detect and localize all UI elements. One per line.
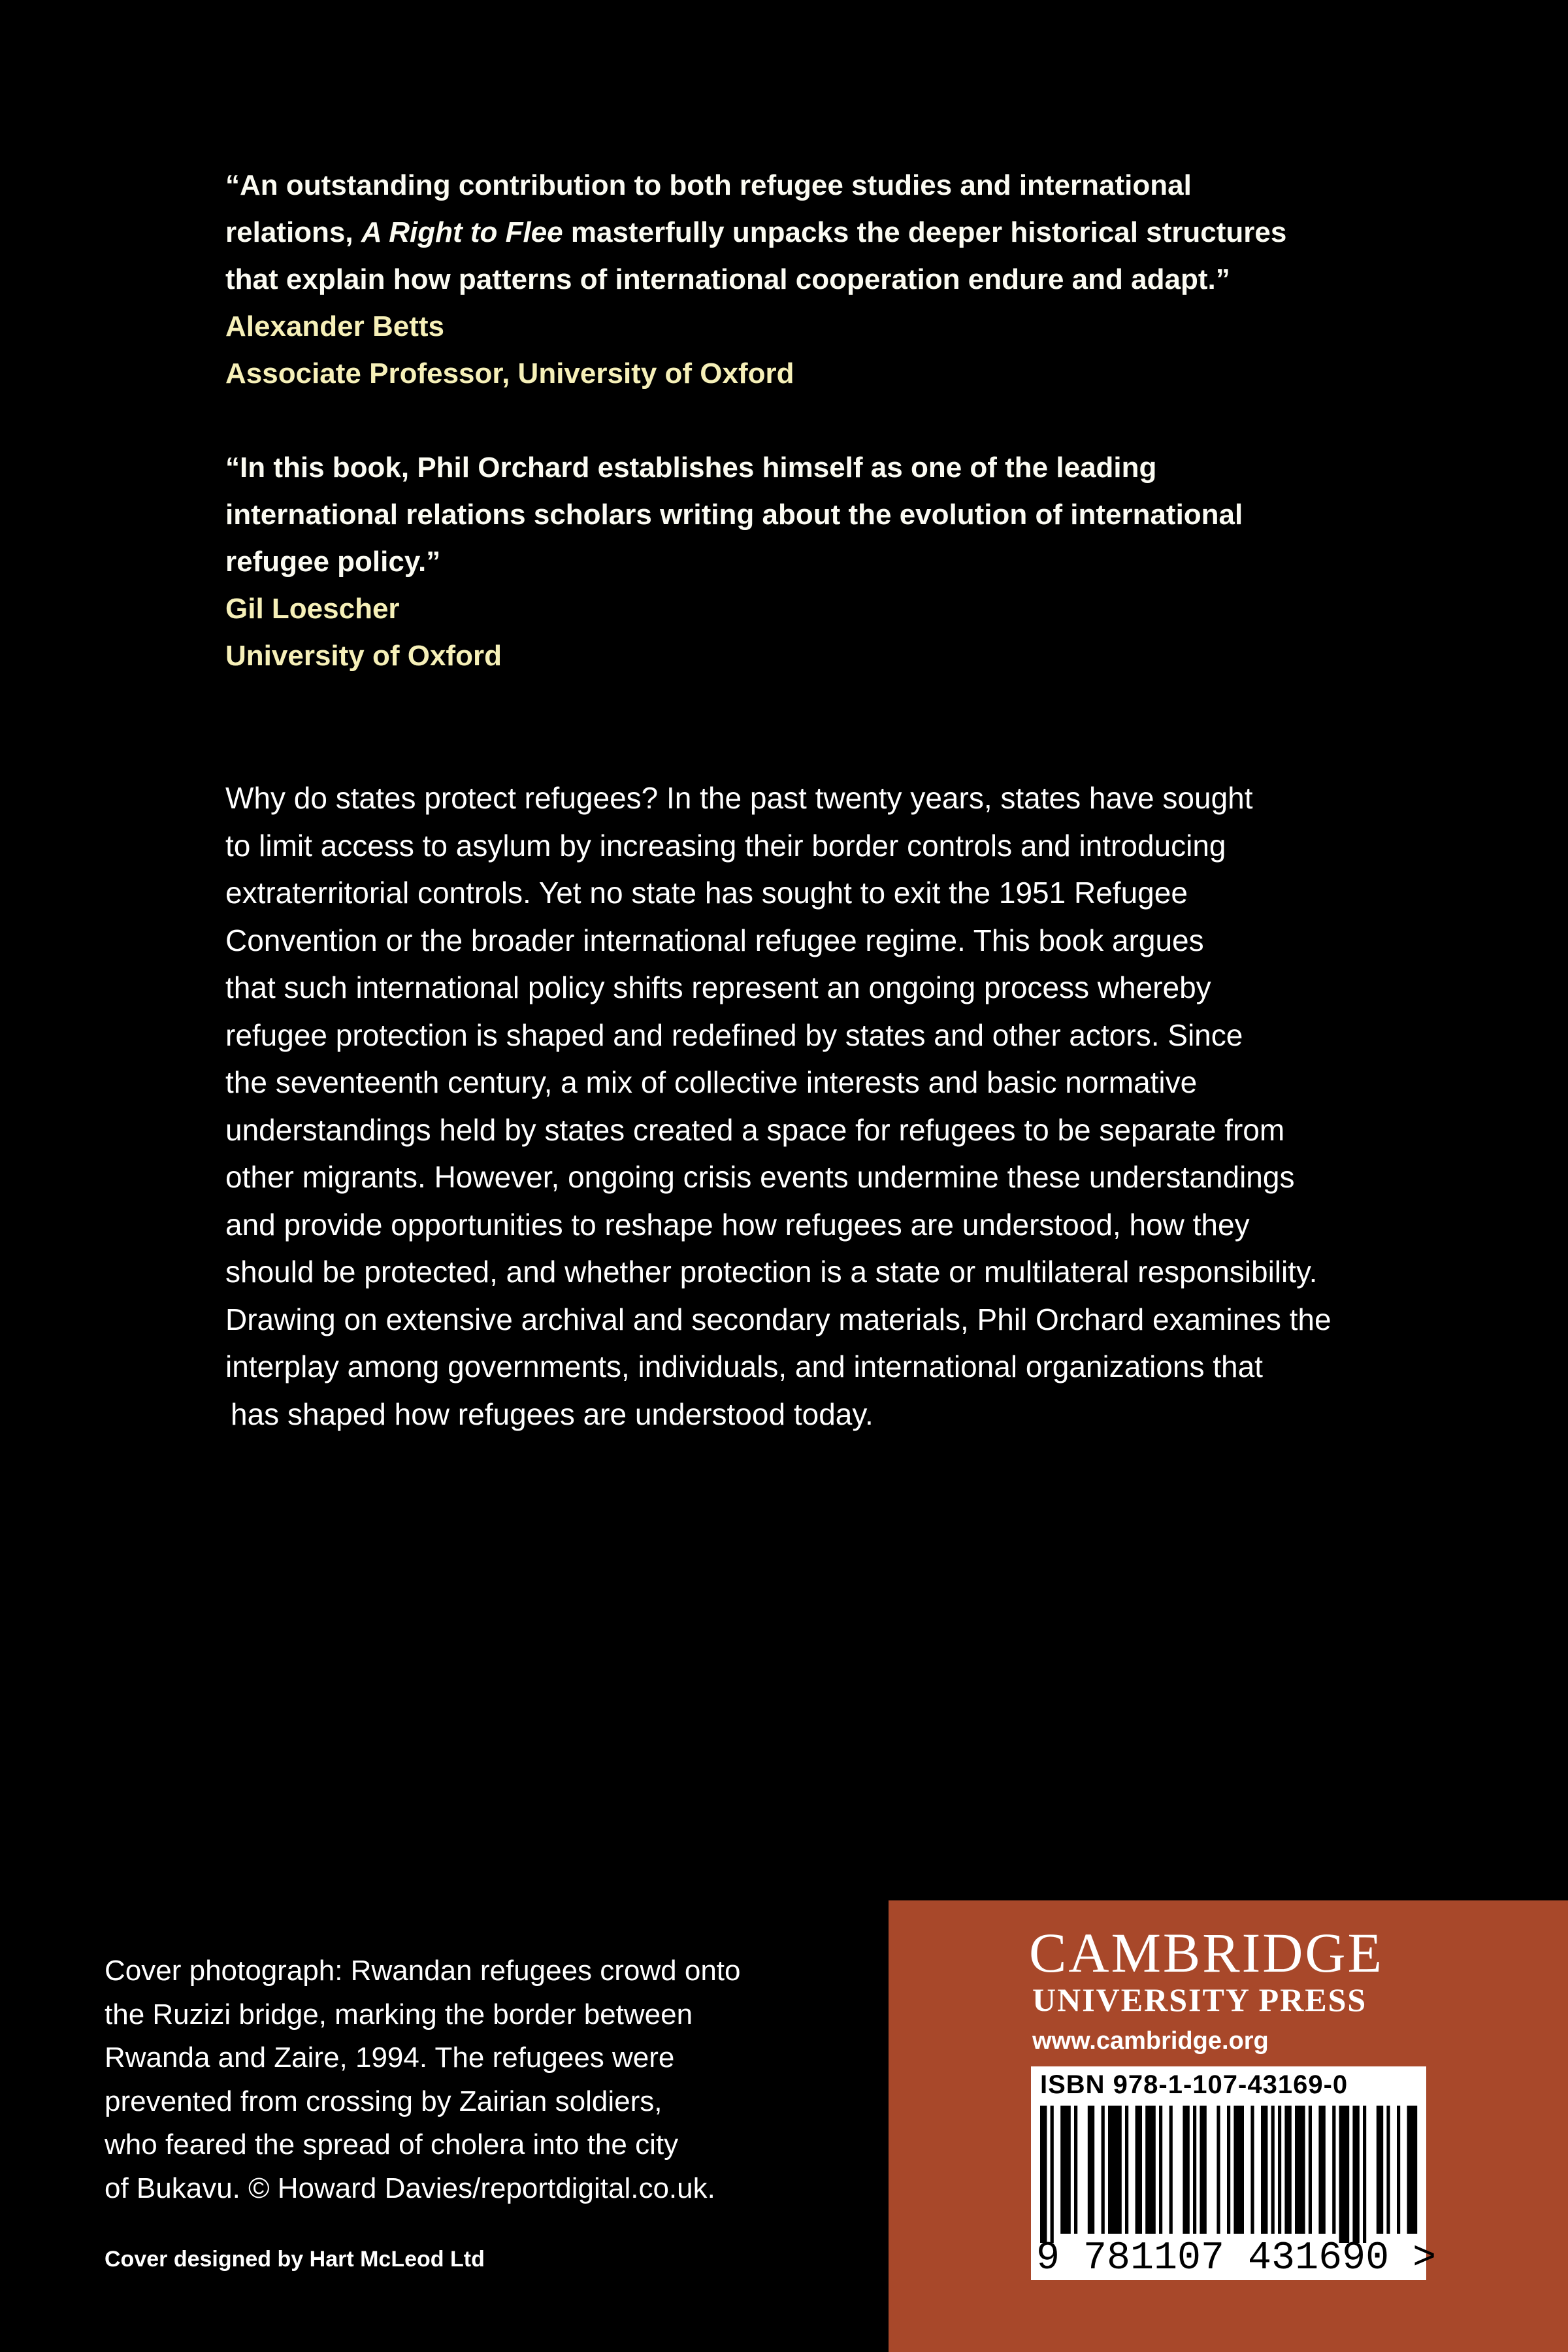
barcode-bar [1145, 2106, 1156, 2234]
endorsement-line: international relations scholars writing about the evolution of international [225, 499, 1243, 531]
cover-photo-credit [105, 1949, 856, 2210]
barcode-bar [1318, 2106, 1325, 2234]
description-line: understandings held by states created a space for refugees to be separate from [225, 1112, 1285, 1147]
description-line: and provide opportunities to reshape how refugees are understood, how they [225, 1207, 1250, 1242]
barcode-bar [1295, 2106, 1305, 2234]
barcode-bar [1135, 2106, 1142, 2234]
endorser-name: Alexander Betts [225, 310, 445, 342]
description-line: refugee protection is shaped and redefined by states and other actors. Since [225, 1018, 1243, 1052]
credit-line: the Ruzizi bridge, marking the border between [105, 1998, 693, 2030]
barcode-bar [1284, 2106, 1291, 2234]
endorsement-betts [225, 162, 1375, 397]
credit-line: Cover photograph: Rwandan refugees crowd onto [105, 1955, 741, 1987]
barcode-bar [1040, 2106, 1047, 2243]
cover-designer-credit: Cover designed by Hart McLeod Ltd [105, 2247, 485, 2272]
isbn-label: ISBN 978-1-107-43169-0 [1040, 2070, 1348, 2099]
barcode-bar [1108, 2106, 1122, 2234]
barcode-bar [1102, 2106, 1105, 2234]
barcode-bar [1227, 2106, 1230, 2234]
endorsement-line: refugee policy.” [225, 546, 441, 578]
barcode-bar [1309, 2106, 1312, 2234]
description-line: Drawing on extensive archival and secondary materials, Phil Orchard examines the [225, 1302, 1331, 1336]
publisher-panel [889, 1900, 1568, 2352]
barcode-bar [1332, 2106, 1335, 2234]
barcode-bar [1386, 2106, 1390, 2234]
barcode-bar [1200, 2106, 1206, 2234]
barcode-bar [1183, 2106, 1189, 2234]
barcode-bar [1193, 2106, 1196, 2234]
publisher-url: www.cambridge.org [1032, 2027, 1269, 2055]
endorser-affiliation: Associate Professor, University of Oxford [225, 357, 794, 389]
credit-line: of Bukavu. © Howard Davies/reportdigital.co.uk. [105, 2172, 715, 2204]
barcode-bar [1125, 2106, 1128, 2234]
credit-line: who feared the spread of cholera into the city [105, 2128, 679, 2161]
endorsement-loescher [225, 444, 1375, 680]
description-line: has shaped how refugees are understood today. [231, 1397, 874, 1431]
endorser-name: Gil Loescher [225, 593, 400, 625]
description-line: interplay among governments, individuals, and international organizations that [225, 1350, 1263, 1383]
barcode-bar [1169, 2106, 1173, 2234]
barcode-bar [1217, 2106, 1220, 2234]
endorsement-text: masterfully unpacks the deeper historical structures [563, 216, 1287, 248]
barcode-bar [1271, 2106, 1275, 2234]
isbn-barcode [1031, 2066, 1437, 2281]
publisher-logo-name: CAMBRIDGE [1029, 1921, 1384, 1984]
book-title: A Right to Flee [361, 216, 563, 248]
endorsement-line [225, 209, 1375, 256]
endorsement-line: “In this book, Phil Orchard establishes himself as one of the leading [225, 452, 1157, 484]
barcode-bar [1074, 2106, 1077, 2234]
barcode-bar [1397, 2106, 1400, 2234]
barcode-bar [1261, 2106, 1267, 2234]
book-description [225, 774, 1375, 1438]
description-line: should be protected, and whether protection is a state or multilateral responsibility. [225, 1255, 1318, 1289]
endorsement-line: “An outstanding contribution to both refugee studies and international [225, 169, 1192, 201]
endorser-affiliation: University of Oxford [225, 640, 502, 672]
description-line: other migrants. However, ongoing crisis events undermine these understandings [225, 1160, 1295, 1194]
barcode-bar [1233, 2106, 1244, 2234]
barcode-bar [1060, 2106, 1071, 2234]
barcode-bar [1363, 2106, 1366, 2243]
description-line: to limit access to asylum by increasing their border controls and introducing [225, 828, 1226, 863]
credit-line: prevented from crossing by Zairian soldiers, [105, 2085, 662, 2117]
publisher-logo-sub: UNIVERSITY PRESS [1032, 1981, 1367, 2018]
barcode-bar [1159, 2106, 1162, 2234]
endorsement-text: relations, [225, 216, 361, 248]
barcode-bar [1352, 2106, 1359, 2243]
description-line: that such international policy shifts represent an ongoing process whereby [225, 970, 1211, 1004]
barcode-bar [1088, 2106, 1094, 2234]
barcode-bar [1278, 2106, 1281, 2234]
barcode-bar [1250, 2106, 1254, 2234]
description-line: Convention or the broader international refugee regime. This book argues [225, 923, 1204, 957]
barcode-bar [1377, 2106, 1383, 2234]
description-line: extraterritorial controls. Yet no state has sought to exit the 1951 Refugee [225, 876, 1188, 910]
credit-line: Rwanda and Zaire, 1994. The refugees were [105, 2042, 675, 2074]
endorsement-line: that explain how patterns of international cooperation endure and adapt.” [225, 263, 1230, 295]
description-line: Why do states protect refugees? In the past twenty years, states have sought [225, 781, 1253, 815]
barcode-bar [1407, 2106, 1418, 2234]
barcode-bar [1339, 2106, 1350, 2243]
barcode-bar [1051, 2106, 1054, 2243]
barcode-digits: 9 781107 431690 > [1036, 2236, 1437, 2281]
description-line: the seventeenth century, a mix of collective interests and basic normative [225, 1065, 1198, 1099]
